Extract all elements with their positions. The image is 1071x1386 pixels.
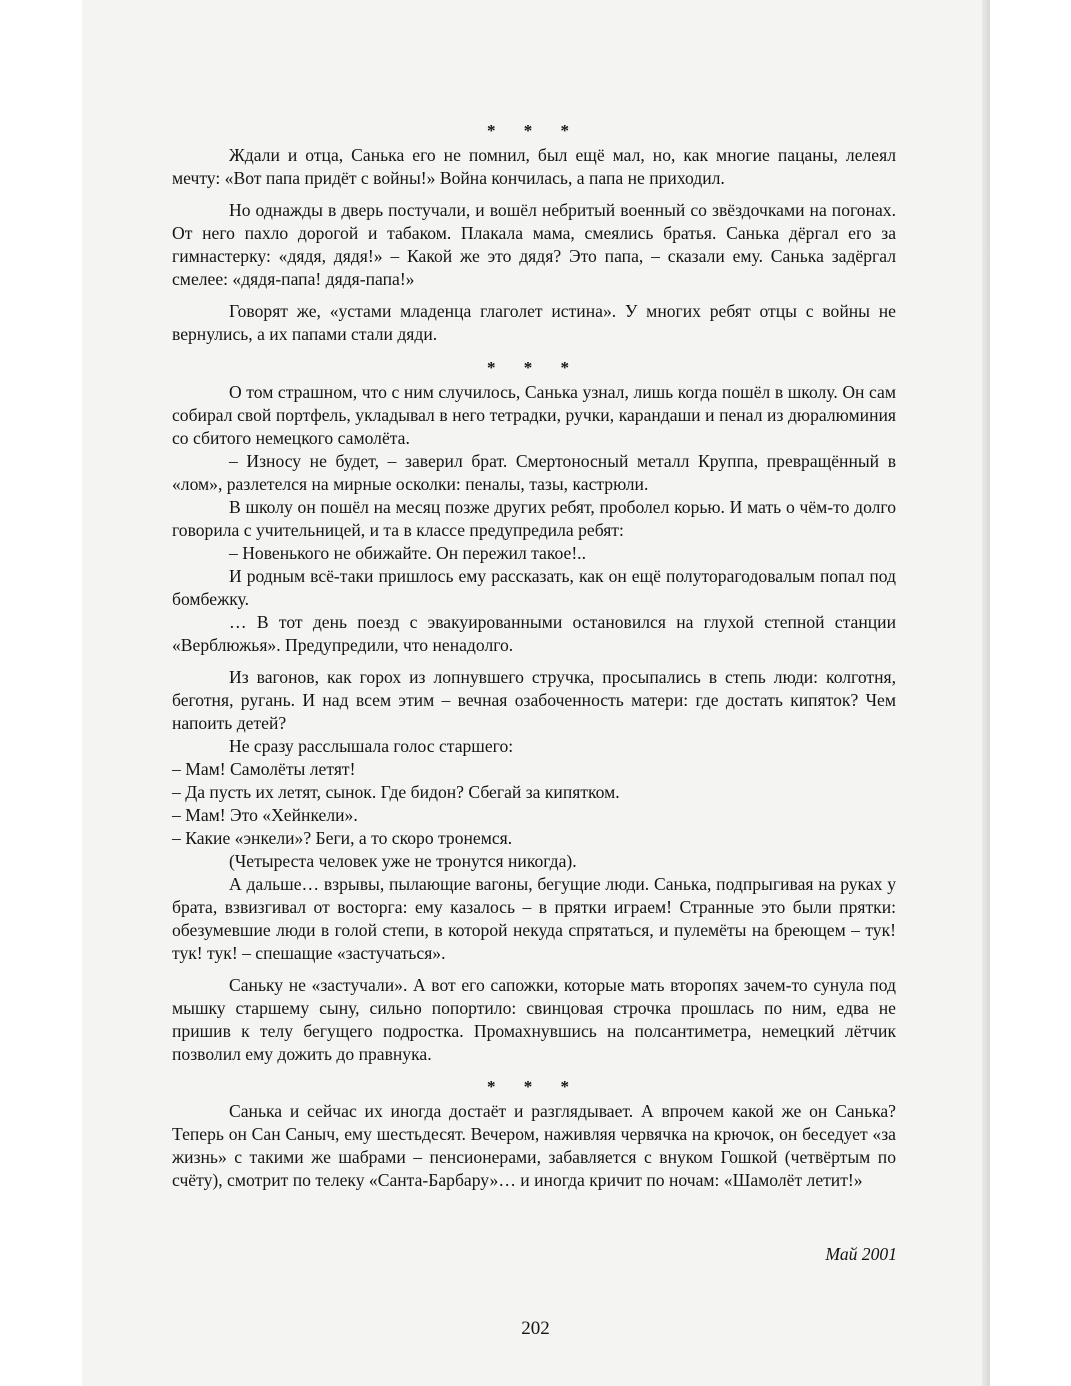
section-separator: * * * bbox=[487, 1077, 581, 1096]
section-separator: * * * bbox=[487, 358, 581, 377]
paragraph: – Новенького не обижайте. Он пережил такое!.. bbox=[229, 543, 586, 563]
dialogue-line: – Да пусть их летят, сынок. Где бидон? Сбегай за кипятком. bbox=[172, 782, 620, 802]
section-separator: * * * bbox=[487, 121, 581, 140]
paragraph: … В тот день поезд с эвакуированными остановился на глухой степной станции «Верблюжья». Предупредили, что ненадолго. bbox=[172, 612, 896, 655]
paragraph: – Износу не будет, – заверил брат. Смертоносный металл Круппа, превращённый в «лом», разлетелся на мирные осколки: пеналы, тазы, кастрюли. bbox=[172, 451, 896, 494]
date-signature: Май 2001 bbox=[825, 1244, 897, 1264]
dialogue-line: – Мам! Самолёты летят! bbox=[172, 759, 356, 779]
paragraph: (Четыреста человек уже не тронутся никогда). bbox=[229, 851, 577, 871]
paragraph: О том страшном, что с ним случилось, Санька узнал, лишь когда пошёл в школу. Он сам собирал свой портфель, укладывал в него тетрадки, ручки, карандаши и пенал из дюралюминия со сбитого немецкого самолёта. bbox=[172, 382, 896, 448]
paragraph: Из вагонов, как горох из лопнувшего стручка, просыпались в степь люди: колготня, беготня, ругань. И над всем этим – вечная озабоченность матери: где достать кипяток? Чем напоить детей? bbox=[172, 667, 896, 733]
paragraph: Ждали и отца, Санька его не помнил, был ещё мал, но, как многие пацаны, лелеял мечту: «Вот папа придёт с войны!» Война кончилась, а папа не приходил. bbox=[172, 145, 896, 188]
paragraph: И родным всё-таки пришлось ему рассказать, как он ещё полуторагодовалым попал под бомбежку. bbox=[172, 566, 896, 609]
paragraph: Саньку не «застучали». А вот его сапожки, которые мать второпях зачем-то сунула под мышку старшему сыну, сильно попортило: свинцовая строчка прошлась по ним, едва не пришив к телу бегущего подростка. Промахнувшись на полсантиметра, немецкий лётчик позволил ему дожить до правнука. bbox=[172, 975, 896, 1064]
paragraph: Санька и сейчас их иногда достаёт и разглядывает. А впрочем какой же он Санька? Теперь он Сан Саныч, ему шестьдесят. Вечером, наживляя червячка на крючок, он беседует «за жизнь» с такими же шабрами – пенсионерами, забавляется с внуком Гошкой (четвёртым по счёту), смотрит по телеку «Санта-Барбару»… и иногда кричит по ночам: «Шамолёт летит!» bbox=[172, 1101, 896, 1190]
paragraph: Говорят же, «устами младенца глаголет истина». У многих ребят отцы с войны не вернулись, а их папами стали дяди. bbox=[172, 301, 896, 344]
story-text bbox=[172, 118, 896, 1192]
paragraph: Но однажды в дверь постучали, и вошёл небритый военный со звёздочками на погонах. От него пахло дорогой и табаком. Плакала мама, смеялись братья. Санька дёргал его за гимнастерку: «дядя, дядя!» – Какой же это дядя? Это папа, – сказали ему. Санька задёргал смелее: «дядя-папа! дядя-папа!» bbox=[172, 200, 896, 289]
page-edge-shadow bbox=[982, 0, 990, 1386]
dialogue-line: – Какие «энкели»? Беги, а то скоро тронемся. bbox=[172, 828, 513, 848]
page-number: 202 bbox=[521, 1318, 550, 1339]
paragraph: В школу он пошёл на месяц позже других ребят, проболел корью. И мать о чём-то долго говорила с учительницей, и та в классе предупредила ребят: bbox=[172, 497, 896, 540]
paragraph: Не сразу расслышала голос старшего: bbox=[229, 736, 514, 756]
paragraph: А дальше… взрывы, пылающие вагоны, бегущие люди. Санька, подпрыгивая на руках у брата, взвизгивал от восторга: ему казалось – в прятки играем! Странные это были прятки: обезумевшие люди в голой степи, в которой некуда спрятаться, и пулемёты на бреющем – тук! тук! тук! – спешащие «застучаться». bbox=[172, 874, 896, 963]
dialogue-line: – Мам! Это «Хейнкели». bbox=[172, 805, 358, 825]
